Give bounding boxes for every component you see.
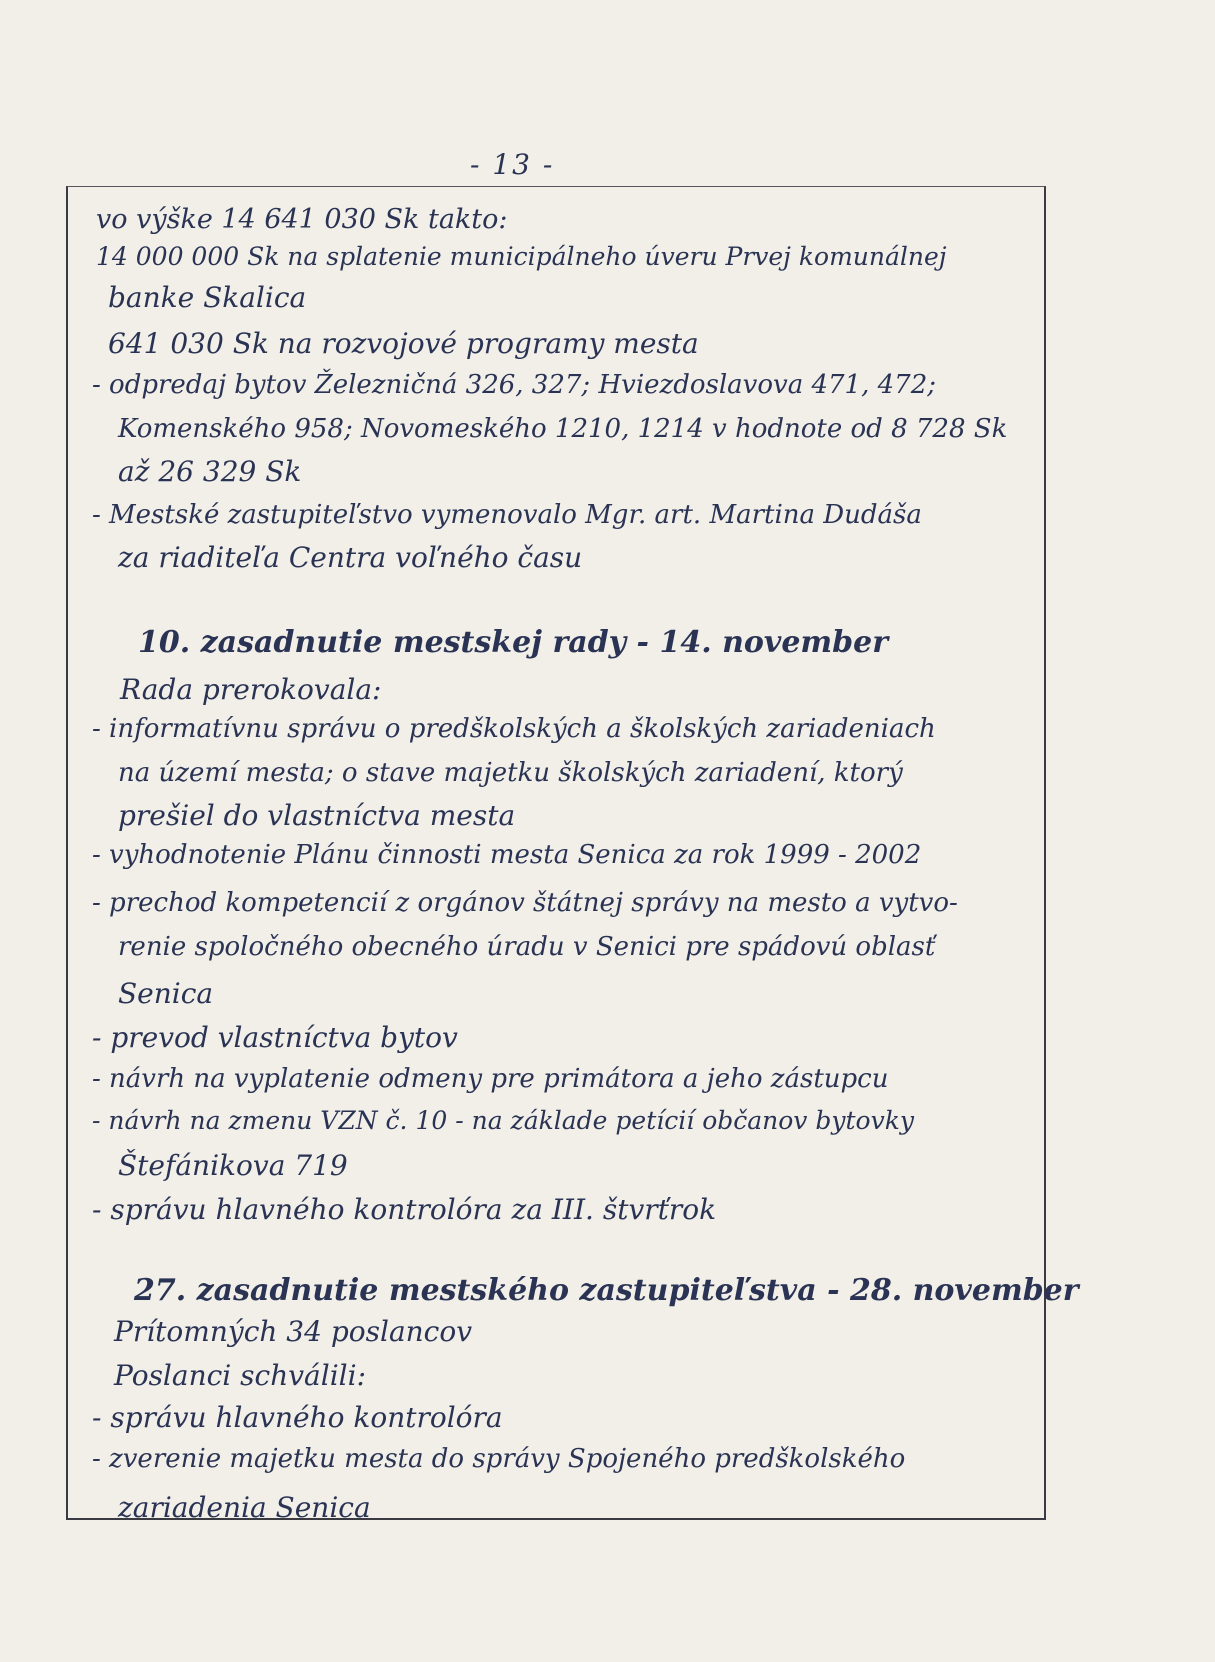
text-line: - vyhodnotenie Plánu činnosti mesta Senica za rok 1999 - 2002 — [92, 840, 922, 870]
text-line: - prevod vlastníctva bytov — [92, 1021, 458, 1054]
text-line: za riaditeľa Centra voľného času — [118, 541, 583, 574]
section-heading: 27. zasadnutie mestského zastupiteľstva - 28. november — [134, 1273, 1079, 1308]
text-line: - návrh na zmenu VZN č. 10 - na základe petícií občanov bytovky — [92, 1106, 914, 1135]
text-line: - informatívnu správu o predškolských a školských zariadeniach — [92, 714, 936, 744]
text-line: Senica — [118, 977, 214, 1010]
text-line: - odpredaj bytov Železničná 326, 327; Hviezdoslavova 471, 472; — [92, 370, 937, 400]
text-line: - správu hlavného kontrolóra za III. štvrťrok — [92, 1193, 717, 1226]
text-line: banke Skalica — [108, 281, 307, 314]
text-line: Komenského 958; Novomeského 1210, 1214 v hodnote od 8 728 Sk — [118, 414, 1008, 444]
text-line: - prechod kompetencií z orgánov štátnej správy na mesto a vytvo- — [92, 888, 958, 918]
text-line: Štefánikova 719 — [118, 1149, 348, 1182]
text-line: 641 030 Sk na rozvojové programy mesta — [108, 327, 699, 360]
text-line: - Mestské zastupiteľstvo vymenovalo Mgr. art. Martina Dudáša — [92, 500, 922, 530]
text-line: - návrh na vyplatenie odmeny pre primátora a jeho zástupcu — [92, 1064, 889, 1094]
text-line: až 26 329 Sk — [118, 455, 302, 488]
text-line: Poslanci schválili: — [114, 1359, 366, 1392]
text-line: zariadenia Senica — [118, 1491, 371, 1524]
text-line: - správu hlavného kontrolóra — [92, 1401, 503, 1434]
page-number: - 13 - — [470, 148, 555, 181]
text-line: renie spoločného obecného úradu v Senici pre spádovú oblasť — [118, 932, 936, 962]
section-heading: 10. zasadnutie mestskej rady - 14. november — [138, 625, 889, 660]
text-line: Rada prerokovala: — [120, 673, 382, 706]
text-line: - zverenie majetku mesta do správy Spojeného predškolského — [92, 1444, 906, 1474]
text-line: Prítomných 34 poslancov — [114, 1315, 473, 1348]
text-line: vo výške 14 641 030 Sk takto: — [96, 204, 508, 235]
text-line: 14 000 000 Sk na splatenie municipálneho úveru Prvej komunálnej — [96, 242, 947, 271]
text-line: na území mesta; o stave majetku školských zariadení, ktorý — [118, 758, 903, 788]
text-line: prešiel do vlastníctva mesta — [118, 799, 516, 832]
